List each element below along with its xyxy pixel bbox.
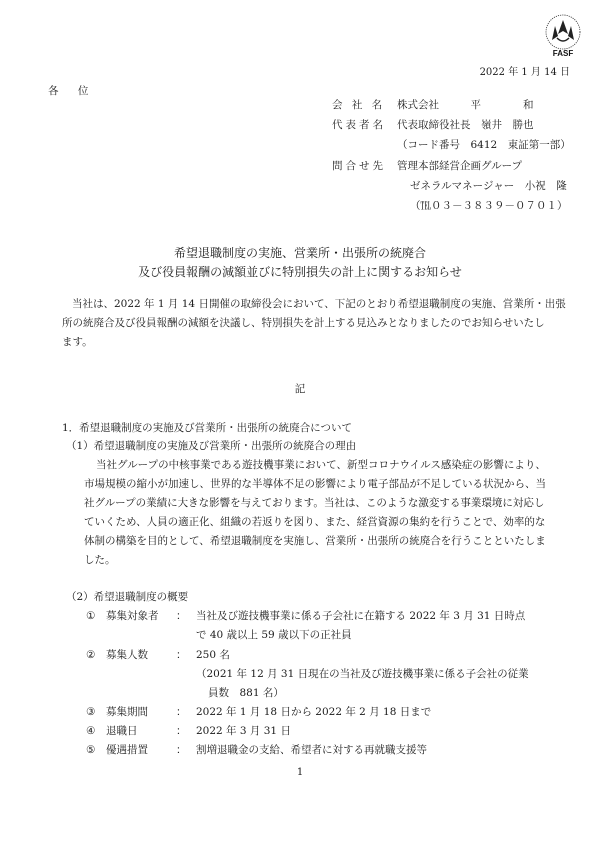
item-3-colon: ： bbox=[176, 706, 187, 718]
item-4-colon: ： bbox=[176, 725, 187, 737]
title-line-2: 及び役員報酬の減額並びに特別損失の計上に関するお知らせ bbox=[138, 265, 462, 279]
item-5-value: 割増退職金の支給、希望者に対する再就職支援等 bbox=[196, 744, 427, 756]
reason-line-4: ていくため、人員の適正化、組織の若返りを図り、また、経営資源の集約を行うことで、効率的な bbox=[84, 516, 546, 528]
code-value: （コード番号 6412 東証第一部） bbox=[397, 139, 571, 151]
ki-heading: 記 bbox=[294, 383, 306, 395]
reason-line-3: 社グループの業績に大きな影響を与えております。当社は、このような激変する事業環境に対応し bbox=[84, 497, 545, 509]
reason-line-6: した。 bbox=[84, 554, 116, 566]
item-2-num: ② bbox=[86, 649, 96, 661]
item-2-label: 募集人数 bbox=[106, 649, 148, 661]
item-4-label: 退職日 bbox=[106, 725, 138, 737]
item-5-label: 優遇措置 bbox=[106, 744, 148, 756]
item-4-value: 2022 年 3 月 31 日 bbox=[196, 725, 291, 737]
item-2-value-line-2: （2021 年 12 月 31 日現在の当社及び遊技機事業に係る子会社の従業 bbox=[196, 668, 529, 680]
item-5-colon: ： bbox=[176, 744, 187, 756]
intro-line-3: ます。 bbox=[62, 336, 93, 348]
fasf-seal bbox=[537, 12, 585, 58]
item-1-label: 募集対象者 bbox=[106, 610, 159, 622]
title-line-1: 希望退職制度の実施、営業所・出張所の統廃合 bbox=[173, 246, 426, 260]
page-number: 1 bbox=[296, 767, 304, 778]
contact-dept-value: 管理本部経営企画グループ bbox=[397, 160, 523, 172]
item-1-colon: ： bbox=[176, 610, 187, 622]
item-5-num: ⑤ bbox=[86, 744, 96, 756]
svg-text:FASF: FASF bbox=[552, 49, 574, 58]
intro-line-1: 当社は、2022 年 1 月 14 日開催の取締役会において、下記のとおり希望退職制度の実施、営業所・出張 bbox=[72, 298, 566, 310]
section1-heading: 1．希望退職制度の実施及び営業所・出張所の統廃合について bbox=[62, 422, 352, 434]
item-1-num: ① bbox=[86, 610, 96, 622]
item-1-value-line-2: で 40 歳以上 59 歳以下の正社員 bbox=[196, 629, 352, 641]
representative-value: 代表取締役社長 嶺井 勝也 bbox=[397, 119, 534, 131]
item-4-num: ④ bbox=[86, 725, 96, 737]
item-3-num: ③ bbox=[86, 706, 96, 718]
item-2-colon: ： bbox=[176, 649, 187, 661]
reason-line-1: 当社グループの中核事業である遊技機事業において、新型コロナウイルス感染症の影響により、 bbox=[96, 459, 546, 471]
document-date: 2022 年 1 月 14 日 bbox=[479, 67, 570, 78]
item-3-value: 2022 年 1 月 18 日から 2022 年 2 月 18 日まで bbox=[196, 706, 432, 718]
section1-sub1-heading: （1）希望退職制度の実施及び営業所・出張所の統廃合の理由 bbox=[66, 440, 357, 452]
section1-sub2-heading: （2）希望退職制度の概要 bbox=[66, 591, 189, 603]
item-3-label: 募集期間 bbox=[106, 706, 148, 718]
phone-value: （℡０３－３８３９－０７０１） bbox=[410, 200, 568, 212]
fasf-logo-icon bbox=[537, 12, 585, 58]
reason-line-2: 市場規模の縮小が加速し、世界的な半導体不足の影響により電子部品が不足している状況から、当 bbox=[84, 478, 546, 490]
contact-label: 問合せ先 bbox=[332, 160, 386, 172]
item-2-value-line-1: 250 名 bbox=[196, 649, 230, 661]
addressee: 各 位 bbox=[48, 85, 97, 97]
intro-line-2: 所の統廃合及び役員報酬の減額を決議し、特別損失を計上する見込みとなりましたのでお知らせいたし bbox=[62, 317, 545, 329]
reason-line-5: 体制の構築を目的として、希望退職制度を実施し、営業所・出張所の統廃合を行うことといたしま bbox=[84, 535, 546, 547]
item-2-value-line-3: 員数 881 名） bbox=[208, 687, 284, 699]
item-1-value-line-1: 当社及び遊技機事業に係る子会社に在籍する 2022 年 3 月 31 日時点 bbox=[196, 610, 526, 622]
contact-person-value: ゼネラルマネージャー 小祝 隆 bbox=[410, 180, 567, 192]
company-name-value: 株式会社 平 和 bbox=[397, 99, 534, 111]
company-name-label: 会 社 名 bbox=[332, 99, 386, 111]
representative-label: 代表者名 bbox=[332, 119, 386, 131]
